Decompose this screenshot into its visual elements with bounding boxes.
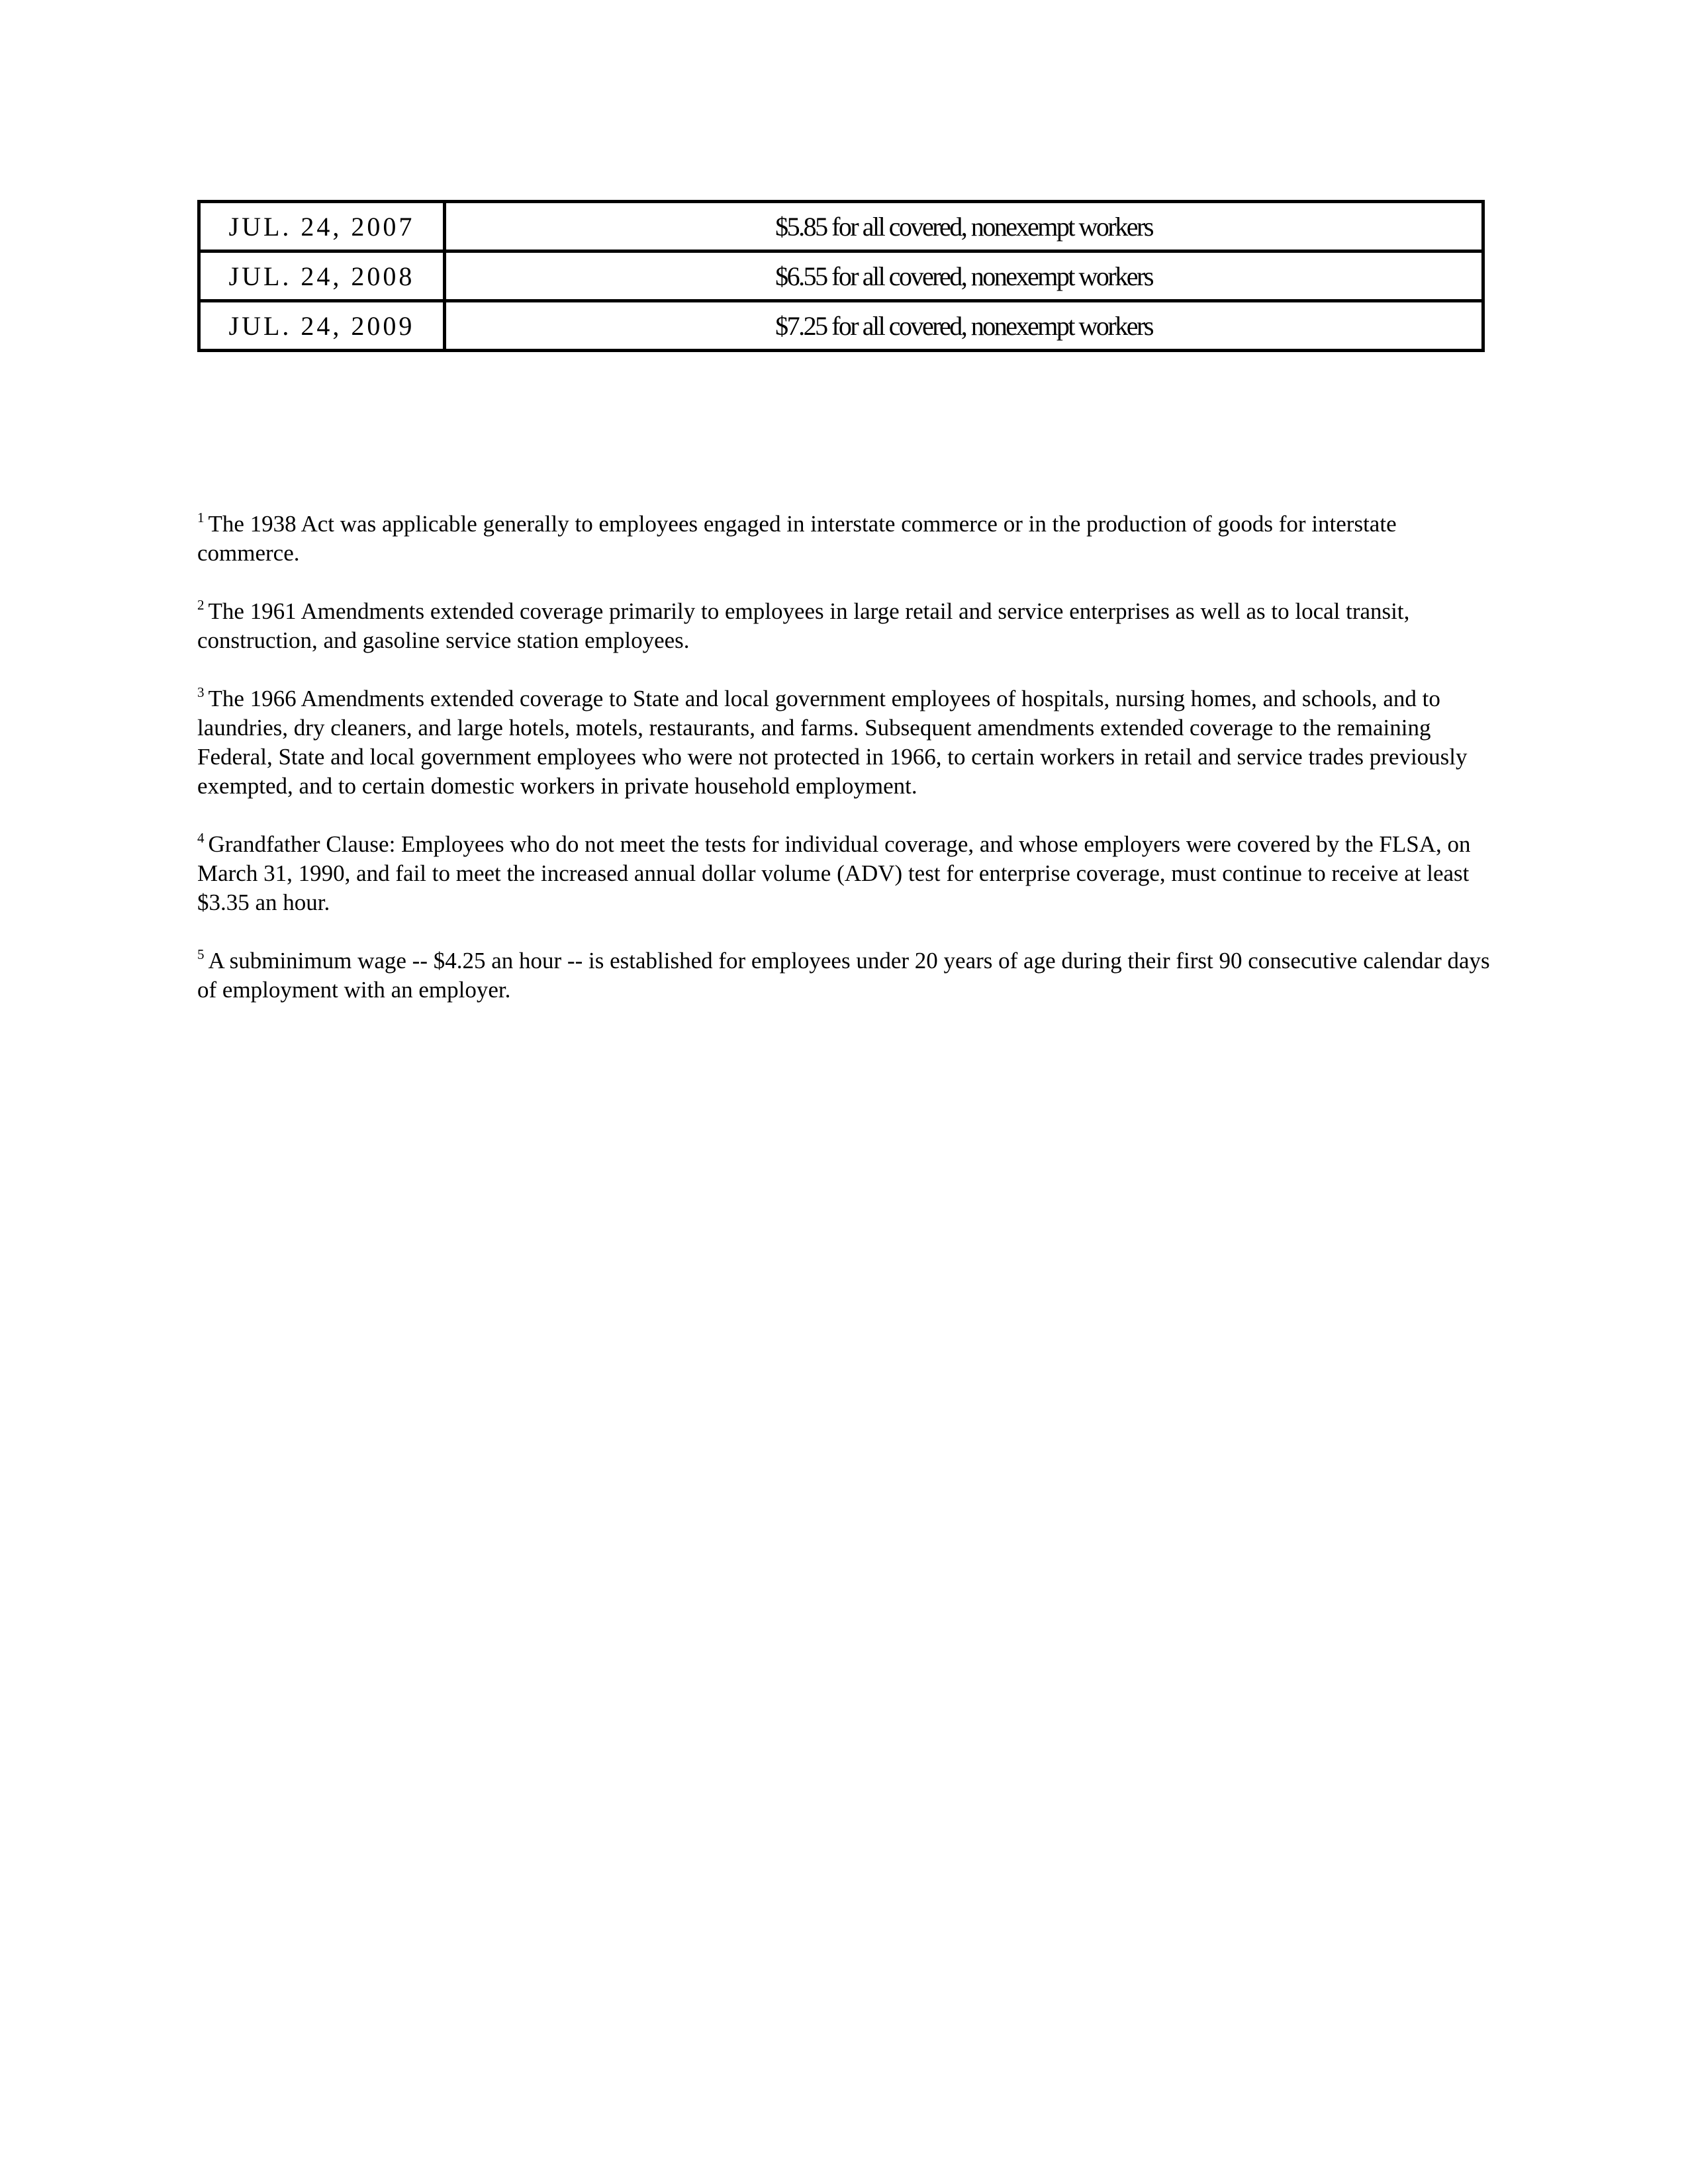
table-row <box>199 251 1483 301</box>
effective-date-cell: JUL. 24, 2009 <box>199 301 445 351</box>
wage-rate-cell: $5.85 for all covered, nonexempt workers <box>445 202 1483 251</box>
footnote <box>197 830 1495 917</box>
footnotes-section <box>197 510 1495 1034</box>
footnote-marker: 1 <box>197 510 205 525</box>
effective-date-cell: JUL. 24, 2008 <box>199 251 445 301</box>
footnote-marker: 5 <box>197 946 205 962</box>
footnote-marker: 3 <box>197 684 205 700</box>
minimum-wage-table <box>197 200 1485 352</box>
wage-rate-cell: $6.55 for all covered, nonexempt workers <box>445 251 1483 301</box>
wage-rate-cell: $7.25 for all covered, nonexempt workers <box>445 301 1483 351</box>
footnote-text: The 1938 Act was applicable generally to employees engaged in interstate commerce or in the production of goods for interstate commerce. <box>197 511 1397 566</box>
footnote-text: The 1966 Amendments extended coverage to State and local government employees of hospitals, nursing homes, and schools, and to laundries, dry cleaners, and large hotels, motels, restaurants, and farms. Subsequent amendments extended coverage to the remaining Federal, State and local government employees who were not protected in 1966, to certain workers in retail and service trades previously exempted, and to certain domestic workers in private household employment. <box>197 686 1468 799</box>
table-row <box>199 202 1483 251</box>
footnote-marker: 4 <box>197 830 205 846</box>
footnote <box>197 946 1495 1005</box>
table-row <box>199 301 1483 351</box>
footnote-text: Grandfather Clause: Employees who do not meet the tests for individual coverage, and whose employers were covered by the FLSA, on March 31, 1990, and fail to meet the increased annual dollar volume (ADV) test for enterprise coverage, must continue to receive at least $3.35 an hour. <box>197 831 1471 915</box>
footnote-text: The 1961 Amendments extended coverage primarily to employees in large retail and service enterprises as well as to local transit, construction, and gasoline service station employees. <box>197 598 1410 653</box>
footnote <box>197 597 1495 655</box>
footnote-marker: 2 <box>197 597 205 613</box>
footnote-text: A subminimum wage -- $4.25 an hour -- is established for employees under 20 years of age during their first 90 consecutive calendar days of employment with an employer. <box>197 948 1490 1003</box>
effective-date-cell: JUL. 24, 2007 <box>199 202 445 251</box>
footnote <box>197 684 1495 801</box>
footnote <box>197 510 1495 568</box>
